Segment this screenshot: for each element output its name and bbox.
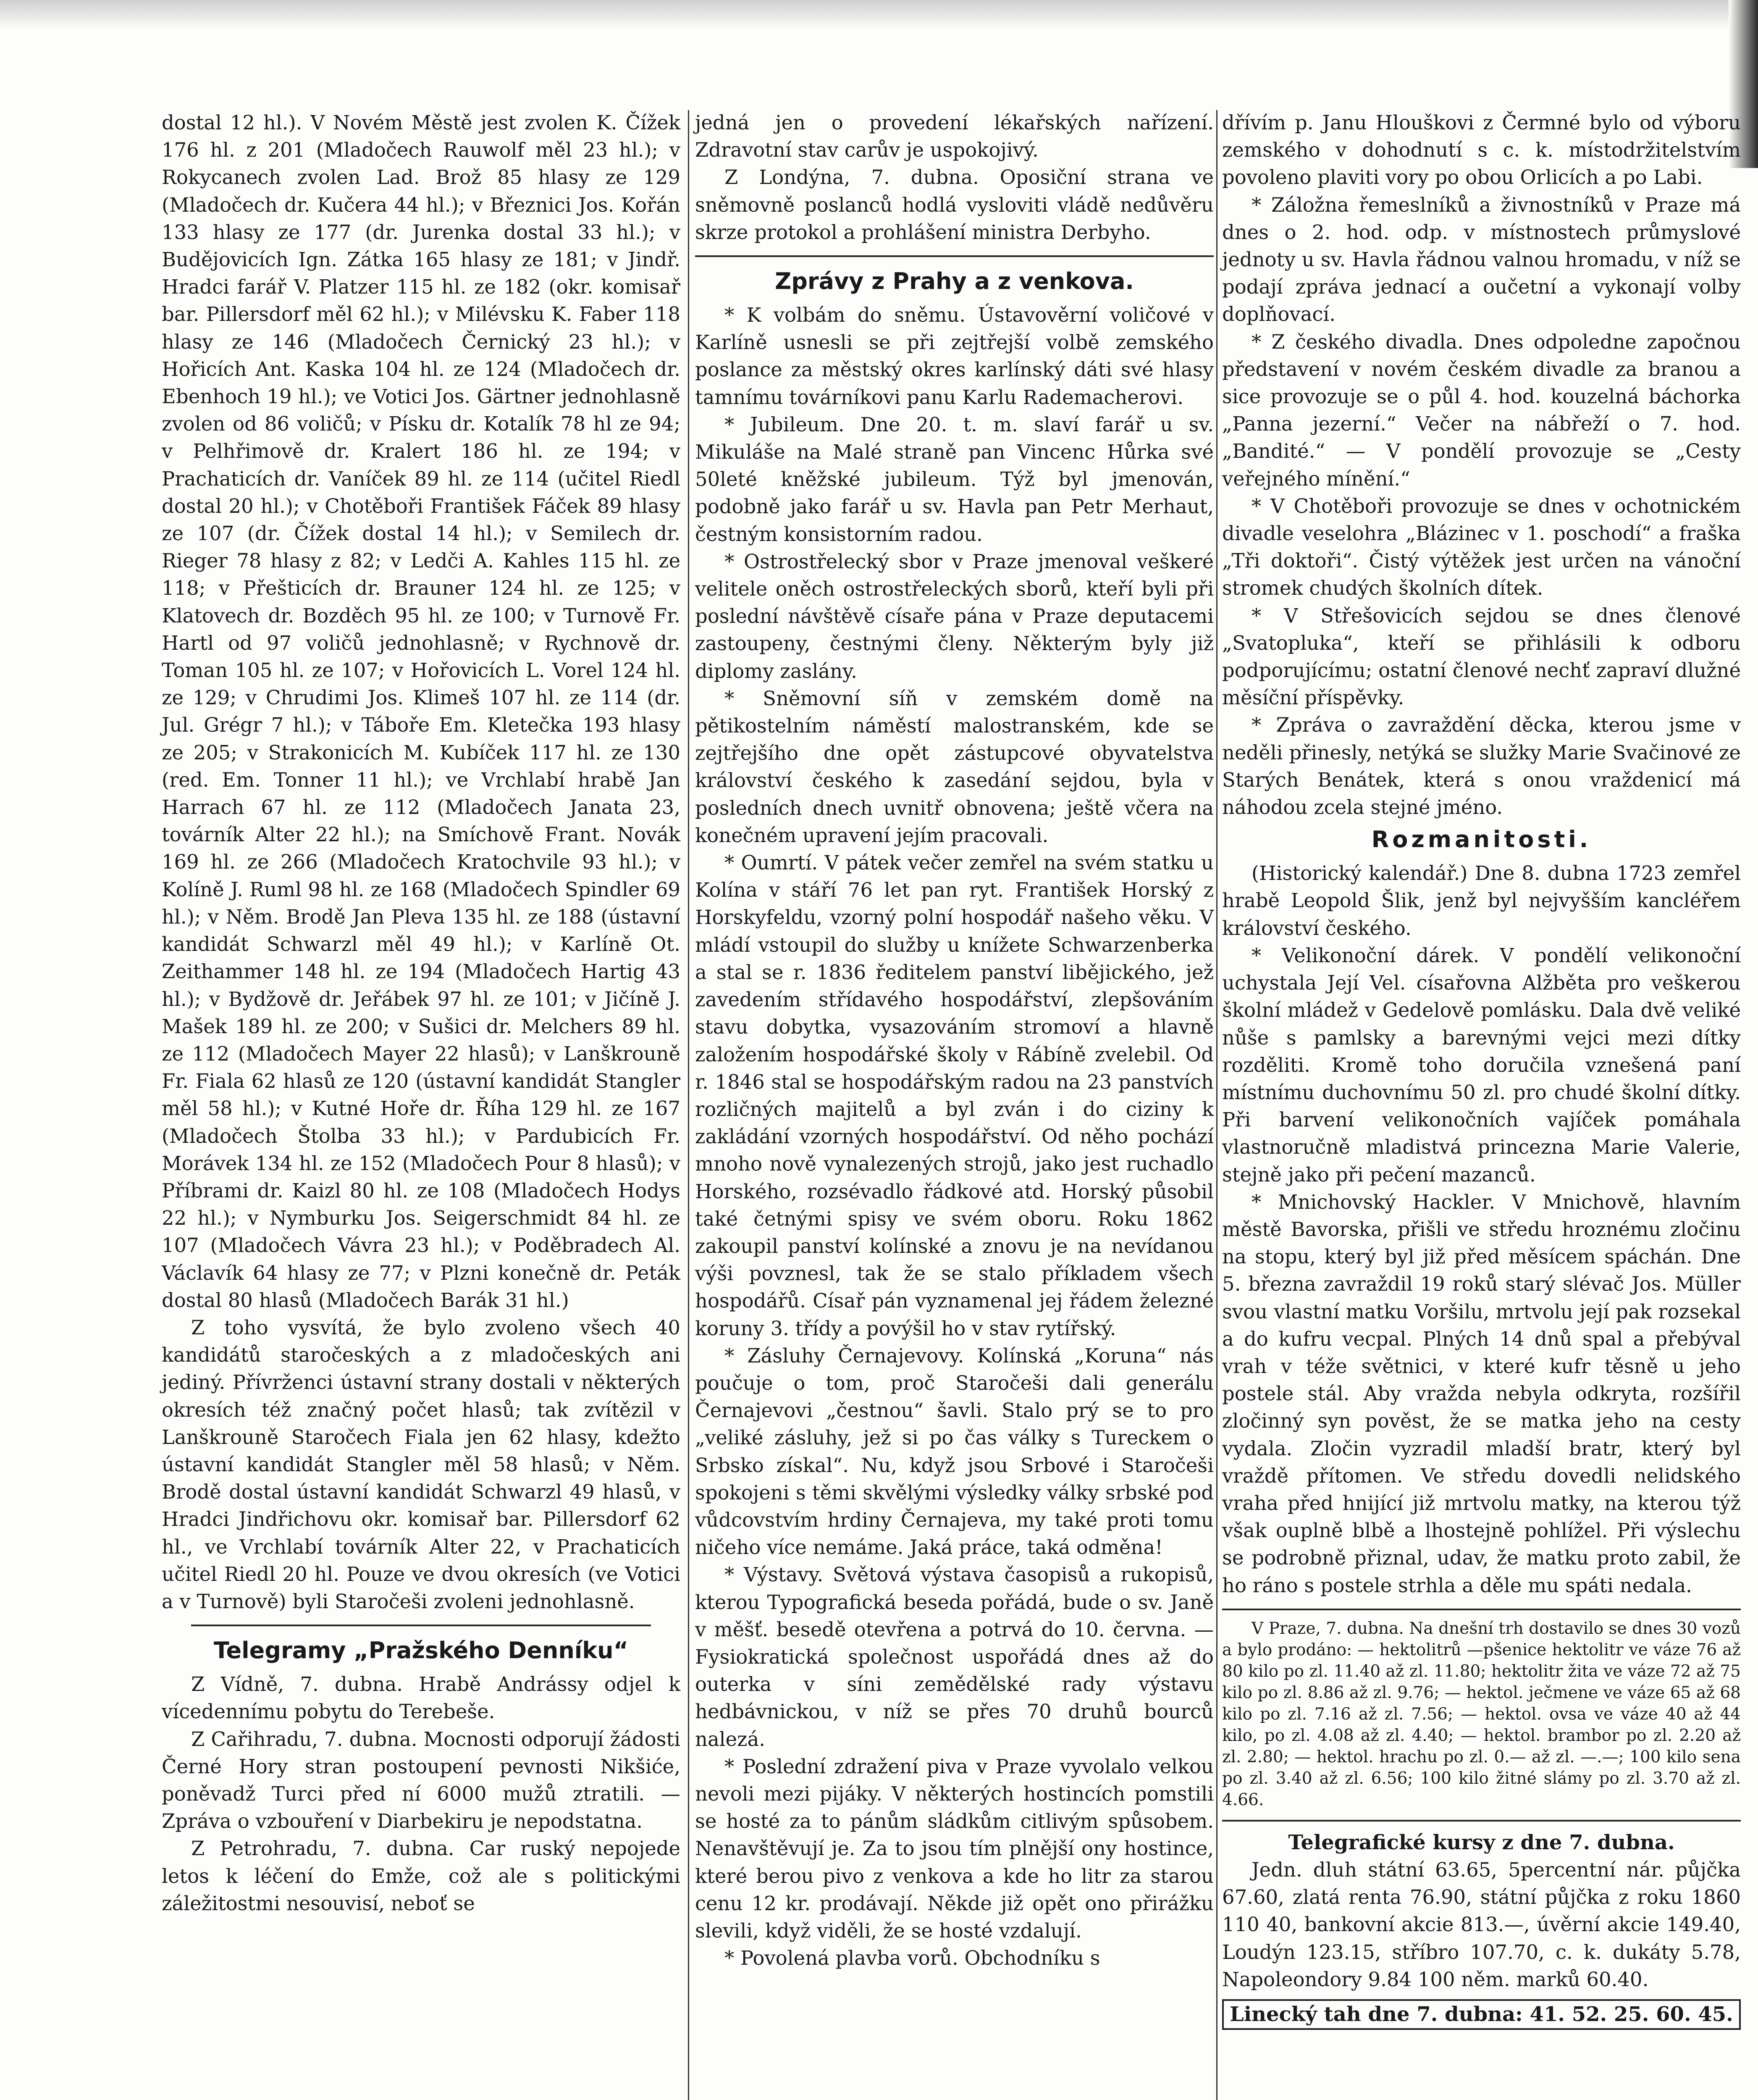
scan-top-edge	[0, 0, 1758, 29]
column-middle	[695, 109, 1214, 1972]
column-rule-left	[688, 110, 689, 2100]
news-item-chernyaev: * Zásluhy Černajevovy. Kolínská „Koruna“ nás poučuje o tom, proč Staročeši dali generálu Černajevovi „čestnou“ šavli. Stalo prý se to pro „veliké zásluhy, jež si po čas války s Tureckem o Srbsko získal“. Nu, když jsou Srbové i Staročeši spokojeni s těmi skvělými výsledky války srbské pod vůdcovstvím hrdiny Černajeva, my také proti tomu ničeho více nemáme. Jaká práce, taká odměna!	[695, 1344, 1214, 1559]
telegram-petersburg: Z Petrohradu, 7. dubna. Car ruský nepojede letos k léčení do Emže, což ale s politickými záležitostmi nesouvisí, neboť se	[162, 1837, 680, 1915]
news-item-chotebor: * V Chotěboři provozuje se dnes v ochotnickém divadle veselohra „Blázinec v 1. poschodí“ a fraška „Tři doktoři“. Čistý výtěžek jest určen na vánoční stromek chudých školních dítek.	[1222, 494, 1741, 600]
news-item-savings-bank: * Záložna řemeslníků a živnostníků v Praze má dnes o 2. hod. odp. v místnostech průmyslové jednoty u sv. Havla řádnou valnou hromadu, v níž se podají zpráva jednací a oučetní a vykonají volby doplňovací.	[1222, 193, 1741, 326]
separator	[191, 1625, 651, 1626]
rafting-continued: dřívím p. Janu Hlouškovi z Čermné bylo od výboru zemského v dohodnutí s c. k. místodržitelstvím povoleno plaviti vory po obou Orlicích a po Labi.	[1222, 111, 1741, 189]
telegram-london: Z Londýna, 7. dubna. Oposiční strana ve sněmovně poslanců hodlá vysloviti vládě nedůvěru skrze protokol a prohlášení ministra Derbyho.	[695, 166, 1214, 244]
news-item-elections: * K volbám do sněmu. Ústavověrní voličové v Karlíně usnesli se při zejtřejší volbě zemského poslance za městský okres karlínský dáti své hlasy tamnímu továrníkovi panu Karlu Rademacherovi.	[695, 304, 1214, 409]
misc-item-easter-gift: * Velikonoční dárek. V pondělí velikonoční uchystala Její Vel. císařovna Alžběta pro veškerou školní mládež v Gedelově pomlásku. Dala dvě veliké nůše s pamlsky a barevnými vejci mezi dítky rozděliti. Kromě toho doručila vznešená paní místnímu duchovnímu 50 zl. pro chudé školní dítky. Při barvení velikonočních vajíček pomáhala vlastnoručně mladistvá princezna Marie Valerie, stejně jako při pečení mazanců.	[1222, 944, 1741, 1186]
news-item-obituary: * Oumrtí. V pátek večer zemřel na svém statku u Kolína v stáří 76 let pan ryt. František Horský z Horskyfeldu, vzorný polní hospodář našeho věku. V mládí vstoupil do služby u knížete Schwarzenberka a stal se r. 1836 ředitelem panství libějického, jež zavedením střídavého hospodářství, zlepšováním stavu dobytka, vysazováním stromoví a hlavně založením hospodářské školy v Rábíně zvelebil. Od r. 1846 stal se hospodářským radou na 23 panstvích rozličných majitelů a byl zván i do ciziny k zakládání vzorných hospodářství. Od něho pochází mnoho nově vynalezených strojů, jako jest ruchadlo Horského, rozsévadlo řádkové atd. Horský působil také četnými spisy ve svém oboru. Roku 1862 zakoupil panství kolínské a znovu je na nevídanou výši povznesl, tak že se stalo příkladem všech hospodářů. Císař pán vyznamenal jej řádem železné koruny 3. třídy a povýšil ho v stav rytířský.	[695, 851, 1214, 1340]
news-item-beer: * Poslední zdražení piva v Praze vyvolalo velkou nevoli mezi pijáky. V některých hostincích pomstili se hosté za to pánům sládkům citlivým spůsobem. Nenavštěvují je. Za to jsou tím plnější ony hostince, které berou pivo z venkova a kde ho litr za starou cenu 12 kr. prodávají. Někde již opět ono přirážku slevili, když viděli, že se hosté vzdalují.	[695, 1755, 1214, 1942]
misc-item-munich: * Mnichovský Hackler. V Mnichově, hlavním městě Bavorska, přišli ve středu hroznému zločinu na stopu, který byl již před měsícem spáchán. Dne 5. března zavraždil 19 roků starý slévač Jos. Müller svou vlastní matku Voršilu, mrtvolu její pak rozsekal a do kufru vecpal. Plných 14 dnů spal a přebýval vrah v téže světnici, v které kufr těsně u jeho postele stál. Aby vražda nebyla odkryta, rozšířil zločinný syn pověst, že se matka jeho na cesty vydala. Zločin vyzradil mladší bratr, který byl vraždě přítomen. Ve středu dovedli nelidského vraha před hnijící již mrtvolu matky, na kterou týž však ouplně blbě a lhostejně pohlížel. Při výslechu se podrobně přiznal, udav, že matku proto zabil, že ho ráno s postele strhla a děle mu spáti nedala.	[1222, 1190, 1741, 1597]
separator	[1222, 1820, 1741, 1822]
exchange-rates: Jedn. dluh státní 63.65, 5percentní nár. půjčka 67.60, zlatá renta 76.90, státní půjčka z roku 1860 110 40, bankovní akcie 813.—, úvěrní akcie 149.40, Loudýn 123.15, stříbro 107.70, c. k. dukáty 5.78, Napoleondory 9.84 100 něm. marků 60.40.	[1222, 1858, 1741, 1991]
column-rule-right	[1216, 110, 1217, 2100]
news-item-theatre: * Z českého divadla. Dnes odpoledne započnou představení v novém českém divadle za branou a sice provozuje se o půl 4. hod. kouzelná báchorka „Panna jezerní.“ Večer na nábřeží o 7. hod. „Bandité.“ — V pondělí provozuje se „Cesty veřejného mínění.“	[1222, 330, 1741, 490]
exchange-rates-title: Telegrafické kursy z dne 7. dubna.	[1288, 1830, 1675, 1854]
news-item-jubilee: * Jubileum. Dne 20. t. m. slaví farář u sv. Mikuláše na Malé straně pan Vincenc Hůrka své 50leté kněžské jubileum. Týž byl jmenován, podobně jako farář u sv. Havla pan Petr Merhaut, čestným konsistorním radou.	[695, 413, 1214, 546]
news-item-stresovice: * V Střešovicích sejdou se dnes členové „Svatopluka“, kteří se přihlásili k odboru podporujícímu; ostatní členové nechť zapraví dlužné měsíční příspěvky.	[1222, 604, 1741, 709]
misc-item-calendar: (Historický kalendář.) Dne 8. dubna 1723 zemřel hrabě Leopold Šlik, jenž byl nejvyšším kancléřem království českého.	[1222, 862, 1741, 940]
separator	[695, 255, 1214, 257]
election-summary: Z toho vysvítá, že bylo zvoleno všech 40 kandidátů staročeských a z mladočeských ani jediný. Přívrženci ústavní strany dostali v některých okresích též značný počet hlasů; tak zvítězil v Lanškrouně Staročech Fiala jen 62 hlasy, kdežto ústavní kandidát Stangler měl 58 hlasů; v Něm. Brodě dostal ústavní kandidát Schwarzl 49 hlasů, v Hradci Jindřichovu okr. komisař bar. Pillersdorf 62 hl., ve Vrchlabí továrník Alter 22, v Prachaticích učitel Riedl 20 hl. Pouze ve dvou okresích (ve Votici a v Turnově) byli Staročeši zvoleni jednohlasně.	[162, 1316, 680, 1613]
news-item-sharpshooters: * Ostrostřelecký sbor v Praze jmenoval veškeré velitele oněch ostrostřeleckých sborů, kteří byli při poslední návštěvě císaře pána v Praze deputacemi zastoupeny, čestnými členy. Některým byly již diplomy zaslány.	[695, 550, 1214, 682]
miscellany-heading: Rozmanitosti.	[1371, 826, 1592, 853]
news-item-diet-hall: * Sněmovní síň v zemském domě na pětikostelním náměstí malostranském, kde se zejtřejšího dne opět zástupcové obyvatelstva království českého k zasedání sejdou, byla v posledních dnech uvnitř obnovena; ještě včera na konečném upravení jejím pracovali.	[695, 687, 1214, 847]
lottery-results: Linecký tah dne 7. dubna: 41. 52. 25. 60. 45.	[1222, 1999, 1741, 2030]
telegram-vienna: Z Vídně, 7. dubna. Hrabě Andrássy odjel k vícedennímu pobytu do Terebeše.	[162, 1673, 680, 1723]
news-item-correction: * Zpráva o zavraždění děcka, kterou jsme v neděli přinesly, netýká se služky Marie Svačinové ze Starých Benátek, která s onou vraždenicí má náhodou zcela stejné jméno.	[1222, 714, 1741, 819]
separator	[1222, 1609, 1741, 1610]
telegram-heading: Telegramy „Pražského Denníku“	[213, 1637, 629, 1664]
column-left	[162, 109, 680, 1917]
telegram-constantinople: Z Cařihradu, 7. dubna. Mocnosti odporují žádosti Černé Hory stran postoupení pevnosti Nikšiće, poněvadž Turci před ní 6000 mužů ztratili. — Zpráva o vzbouření v Diarbekiru je nepodstatna.	[162, 1727, 680, 1833]
election-results: dostal 12 hl.). V Novém Městě jest zvolen K. Čížek 176 hl. z 201 (Mladočech Rauwolf měl 23 hl.); v Rokycanech zvolen Lad. Brož 85 hlasy ze 129 (Mladočech dr. Kučera 44 hl.); v Březnici Jos. Kořán 133 hlasy ze 177 (dr. Jurenka dostal 33 hl.); v Budějovicích Ign. Zátka 165 hlasy ze 181; v Jindř. Hradci farář V. Platzer 115 hl. ze 182 (okr. komisař bar. Pillersdorf měl 62 hl.); v Milévsku K. Faber 118 hlasy ze 146 (Mladočech Černický 23 hl.); v Hořicích Ant. Kaska 104 hl. ze 124 (Mladočech dr. Ebenhoch 19 hl.); ve Votici Jos. Gärtner jednohlasně zvolen od 86 voličů; v Písku dr. Kotalík 78 hl ze 94; v Pelhřimově dr. Kralert 186 hl. ze 194; v Prachaticích dr. Vaníček 89 hl. ze 114 (učitel Riedl dostal 20 hl.); v Chotěboři František Fáček 89 hlasy ze 107 (dr. Čížek dostal 14 hl.); v Semilech dr. Rieger 78 hlasy z 82; v Ledči A. Kahles 115 hl. ze 118; v Přešticích dr. Brauner 124 hl. ze 125; v Klatovech dr. Bozděch 95 hl. ze 100; v Turnově Fr. Hartl od 97 voličů jednohlasně; v Rychnově dr. Toman 105 hl. ze 107; v Hořovicích L. Vorel 124 hl. ze 129; v Chrudimi Jos. Klimeš 107 hl. ze 114 (dr. Jul. Grégr 7 hl.); v Táboře Em. Kletečka 193 hlasy ze 205; v Strakonicích M. Kubíček 117 hl. ze 130 (red. Em. Tonner 11 hl.); ve Vrchlabí hrabě Jan Harrach 67 hl. ze 112 (Mladočech Janata 23, továrník Alter 22 hl.); na Smíchově Frant. Novák 169 hl. ze 266 (Mladočech Kratochvile 93 hl.); v Kolíně J. Ruml 98 hl. ze 168 (Mladočech Spindler 69 hl.); v Něm. Brodě Jan Pleva 135 hl. ze 188 (ústavní kandidát Schwarzl měl 49 hl.); v Karlíně Ot. Zeithammer 148 hl. ze 194 (Mladočech Hartig 43 hl.); v Bydžově dr. Jeřábek 97 hl. ze 101; v Jičíně J. Mašek 189 hl. ze 200; v Sušici dr. Melchers 89 hl. ze 112 (Mladočech Mayer 22 hlasů); v Lanškrouně Fr. Fiala 62 hlasů ze 120 (ústavní kandidát Stangler měl 58 hl.); v Kutné Hoře dr. Říha 129 hl. ze 167 (Mladočech Štolba 33 hl.); v Pardubicích Fr. Morávek 134 hl. ze 152 (Mladočech Pour 8 hlasů); v Příbrami dr. Kaizl 80 hl. ze 108 (Mladočech Hodys 22 hl.); v Nymburku Jos. Seigerschmidt 84 hl. ze 107 (Mladočech Vávra 23 hl.); v Poděbradech Al. Václavík 64 hlasy ze 77; v Plzni konečně dr. Peták dostal 80 hlasů (Mladočech Barák 31 hl.)	[162, 111, 680, 1312]
column-right	[1222, 109, 1741, 2030]
news-item-rafting: * Povolená plavba vorů. Obchodníku s	[724, 1947, 1100, 1970]
telegram-continued: jedná jen o provedení lékařských nařízení. Zdravotní stav carův je uspokojivý.	[695, 111, 1214, 162]
news-heading: Zprávy z Prahy a z venkova.	[775, 268, 1134, 295]
market-report: V Praze, 7. dubna. Na dnešní trh dostavilo se dnes 30 vozů a bylo prodáno: — hektolitrů —pšenice hektolitr ve váze 76 až 80 kilo po zl. 11.40 až zl. 11.80; hektolitr žita ve váze 72 až 75 kilo po zl. 8.86 až zl. 9.76; — hektol. ječmene ve váze 65 až 68 kilo po zl. 7.16 až zl. 7.56; — hektol. ovsa ve váze 40 až 44 kilo, po zl. 4.08 až zl. 4.40; — hektol. brambor po zl. 2.20 až zl. 2.80; — hektol. hrachu po zl. 0.— až zl. —.—; 100 kilo sena po zl. 3.40 až zl. 6.56; 100 kilo žitné slámy po zl. 3.70 až zl. 4.66.	[1222, 1619, 1741, 1809]
news-item-exhibitions: * Výstavy. Světová výstava časopisů a rukopisů, kterou Typografická beseda pořádá, bude o sv. Janě v měšť. besedě otevřena a potrvá do 10. června. — Fysiokratická společnost uspořádá dnes až do outerka v síni zemědělské rady výstavu hedbávnickou, v níž se přes 70 druhů bourců nalezá.	[695, 1563, 1214, 1751]
